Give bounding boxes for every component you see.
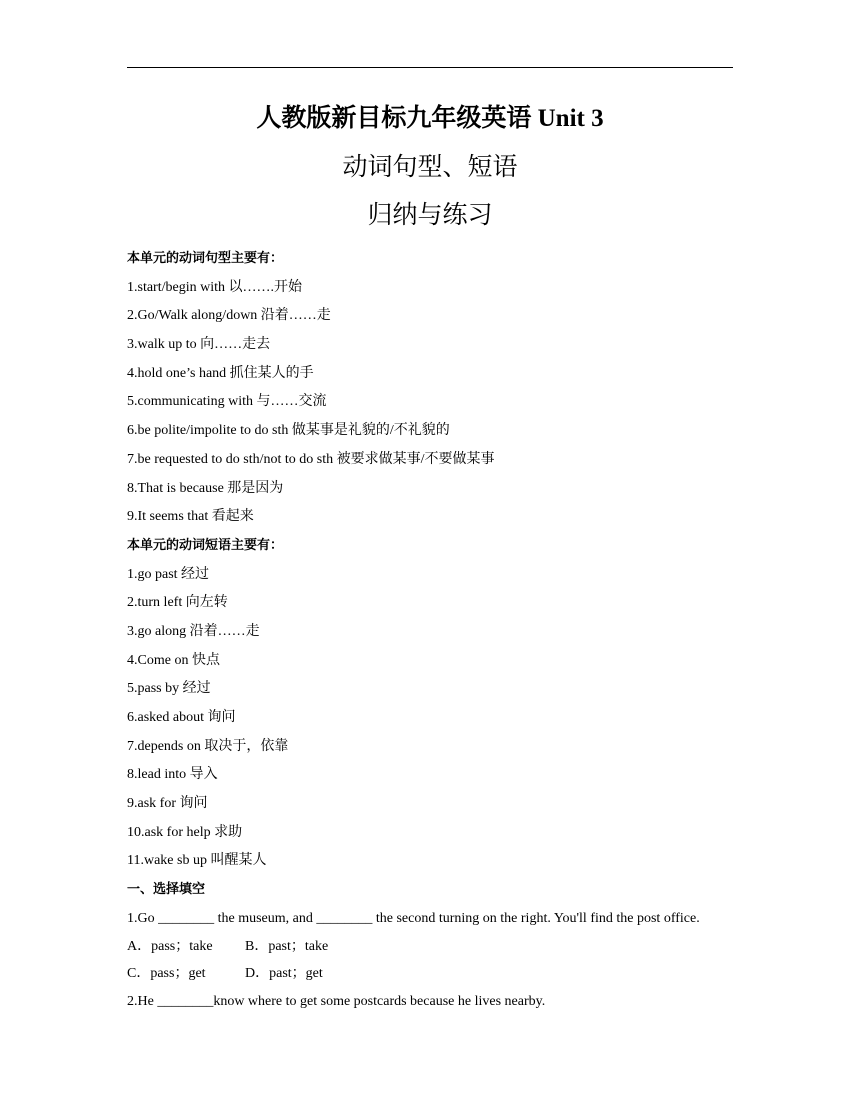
document-title: 人教版新目标九年级英语 Unit 3 [256, 105, 604, 132]
pattern-item: 2.Go/Walk along/down 沿着……走 [127, 308, 331, 324]
option-d: D．past；get [245, 966, 323, 982]
question-1-options-row-1 [127, 933, 747, 961]
phrase-item: 11.wake sb up 叫醒某人 [127, 853, 267, 869]
document-subtitle: 动词句型、短语 [342, 154, 518, 181]
option-b: B．past；take [245, 938, 329, 954]
phrase-item: 3.go along 沿着……走 [127, 623, 260, 639]
phrase-item: 6.asked about 询问 [127, 710, 236, 725]
exercise-heading: 一、选择填空 [127, 882, 206, 898]
pattern-item: 5.communicating with 与……交流 [127, 394, 327, 410]
question-1-options-row-2 [127, 960, 747, 988]
phrase-item: 8.lead into 导入 [127, 767, 218, 783]
pattern-item: 9.It seems that 看起来 [127, 509, 254, 525]
question-1: 1.Go ________ the museum, and ________ the second turning on the right. You'll find the post office. [127, 910, 700, 926]
phrases-heading: 本单元的动词短语主要有： [127, 537, 284, 553]
pattern-item: 3.walk up to 向……走去 [127, 337, 271, 353]
option-a: A．pass；take [127, 938, 213, 954]
phrase-item: 9.ask for 询问 [127, 796, 208, 812]
option-c: C．pass；get [127, 966, 206, 982]
phrase-item: 7.depends on 取决于，依靠 [127, 738, 289, 754]
document-body [127, 245, 747, 1016]
document-subtitle-2: 归纳与练习 [367, 202, 493, 229]
pattern-item: 1.start/begin with 以…….开始 [127, 279, 302, 295]
phrase-item: 5.pass by 经过 [127, 681, 211, 697]
phrase-item: 10.ask for help 求助 [127, 824, 243, 840]
pattern-item: 4.hold one’s hand 抓住某人的手 [127, 365, 314, 381]
phrase-item: 4.Come on 快点 [127, 652, 220, 668]
patterns-heading: 本单元的动词句型主要有： [127, 251, 284, 266]
question-2: 2.He ________know where to get some postcards because he lives nearby. [127, 994, 546, 1010]
phrase-item: 1.go past 经过 [127, 566, 210, 582]
pattern-item: 8.That is because 那是因为 [127, 480, 284, 496]
pattern-item: 7.be requested to do sth/not to do sth 被要求做某事/不要做某事 [127, 451, 495, 467]
header-rule [127, 67, 733, 68]
phrase-item: 2.turn left 向左转 [127, 595, 228, 611]
pattern-item: 6.be polite/impolite to do sth 做某事是礼貌的/不礼貌的 [127, 423, 450, 439]
